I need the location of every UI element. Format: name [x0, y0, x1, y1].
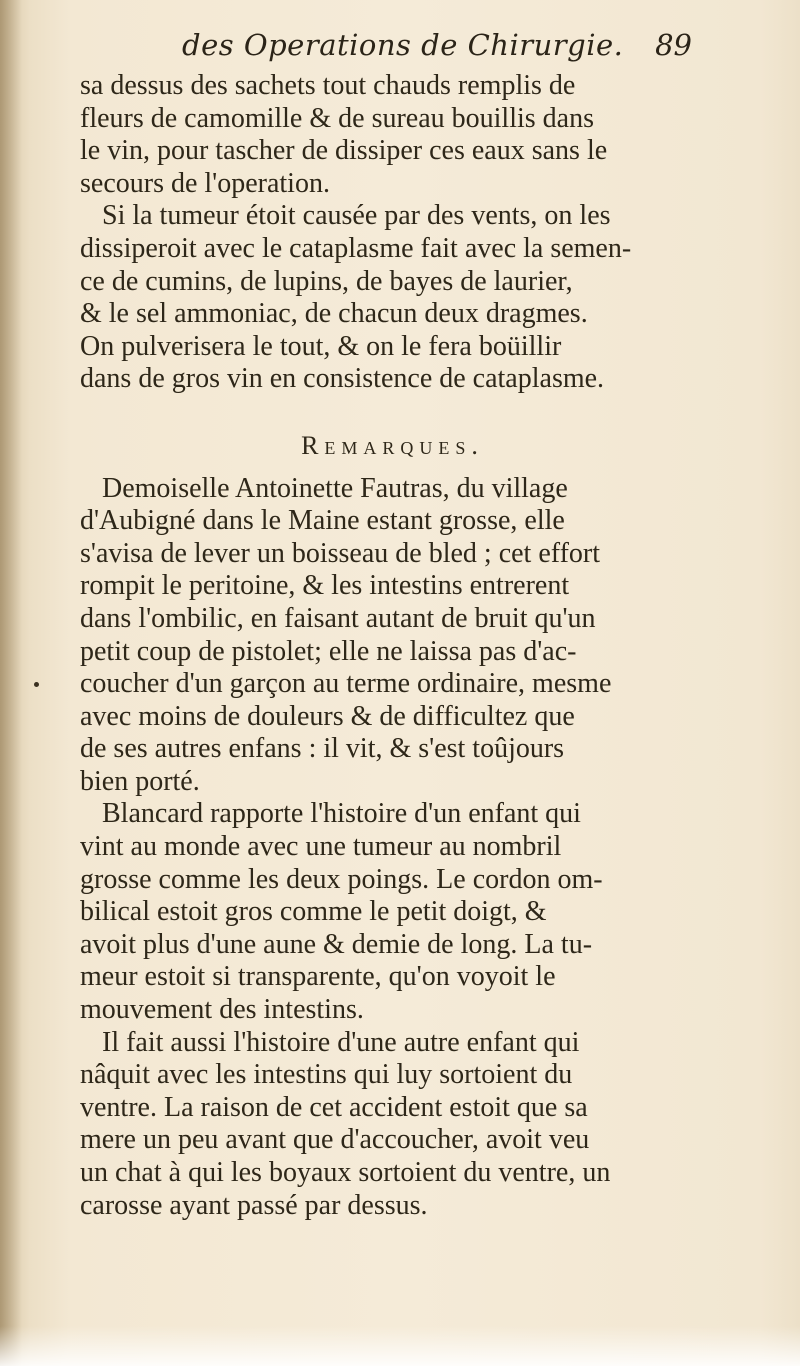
- page-bottom-edge: [0, 1326, 800, 1366]
- text-line: Demoiselle Antoinette Fautras, du village: [102, 472, 568, 504]
- text-line: & le sel ammoniac, de chacun deux dragmes.: [80, 298, 588, 330]
- text-line: grosse comme les deux poings. Le cordon om-: [80, 863, 603, 895]
- text-line: Blancard rapporte l'histoire d'un enfant qui: [102, 798, 581, 830]
- text-line: Il fait aussi l'histoire d'une autre enfant qui: [102, 1026, 580, 1058]
- text-line: vint au monde avec une tumeur au nombril: [80, 831, 562, 863]
- paragraph-5: [80, 1027, 705, 1223]
- paragraph-2: [80, 200, 705, 396]
- section-heading: Remarques.: [301, 430, 484, 460]
- text-line: bilical estoit gros comme le petit doigt, &: [80, 896, 547, 928]
- text-line: un chat à qui les boyaux sortoient du ventre, un: [80, 1157, 611, 1188]
- text-line: carosse ayant passé par dessus.: [80, 1189, 428, 1221]
- text-line: ce de cumins, de lupins, de bayes de laurier,: [80, 265, 573, 297]
- paragraph-1: [80, 70, 705, 200]
- text-line: ventre. La raison de cet accident estoit que sa: [80, 1091, 588, 1123]
- text-line: d'Aubigné dans le Maine estant grosse, elle: [80, 505, 565, 537]
- page-header: [80, 18, 700, 68]
- text-line: secours de l'operation.: [80, 167, 330, 199]
- page-gutter-shadow: [0, 0, 22, 1366]
- text-line: mouvement des intestins.: [80, 994, 364, 1026]
- text-line: rompit le peritoine, & les intestins entrerent: [80, 570, 570, 602]
- margin-mark: [34, 682, 39, 687]
- running-title: des Operations de Chirurgie.: [182, 28, 624, 62]
- text-line: avoit plus d'une aune & demie de long. La tu-: [80, 928, 593, 960]
- text-line: de ses autres enfans : il vit, & s'est toûjours: [80, 733, 565, 765]
- text-line: avec moins de douleurs & de difficultez que: [80, 700, 575, 732]
- text-line: mere un peu avant que d'accoucher, avoit veu: [80, 1124, 590, 1156]
- text-line: dans l'ombilic, en faisant autant de bruit qu'un: [80, 602, 596, 634]
- paragraph-4: [80, 798, 705, 1026]
- text-line: Si la tumeur étoit causée par des vents, on les: [102, 200, 611, 232]
- text-line: sa dessus des sachets tout chauds remplis de: [80, 70, 576, 101]
- text-line: le vin, pour tascher de dissiper ces eaux sans le: [80, 135, 608, 167]
- text-line: s'avisa de lever un boisseau de bled ; cet effort: [80, 537, 601, 569]
- text-line: bien porté.: [80, 765, 200, 797]
- paragraph-3: [80, 473, 705, 799]
- text-line: dissiperoit avec le cataplasme fait avec la semen-: [80, 232, 632, 264]
- text-line: nâquit avec les intestins qui luy sortoient du: [80, 1059, 573, 1091]
- text-line: meur estoit si transparente, qu'on voyoit le: [80, 961, 556, 993]
- page-body: [80, 70, 705, 1222]
- text-line: coucher d'un garçon au terme ordinaire, mesme: [80, 668, 612, 700]
- text-line: fleurs de camomille & de sureau bouillis dans: [80, 102, 594, 134]
- text-line: On pulverisera le tout, & on le fera boüillir: [80, 330, 562, 362]
- text-line: petit coup de pistolet; elle ne laissa pas d'ac-: [80, 635, 577, 667]
- text-line: dans de gros vin en consistence de cataplasme.: [80, 363, 605, 395]
- page-number: 89: [655, 28, 692, 62]
